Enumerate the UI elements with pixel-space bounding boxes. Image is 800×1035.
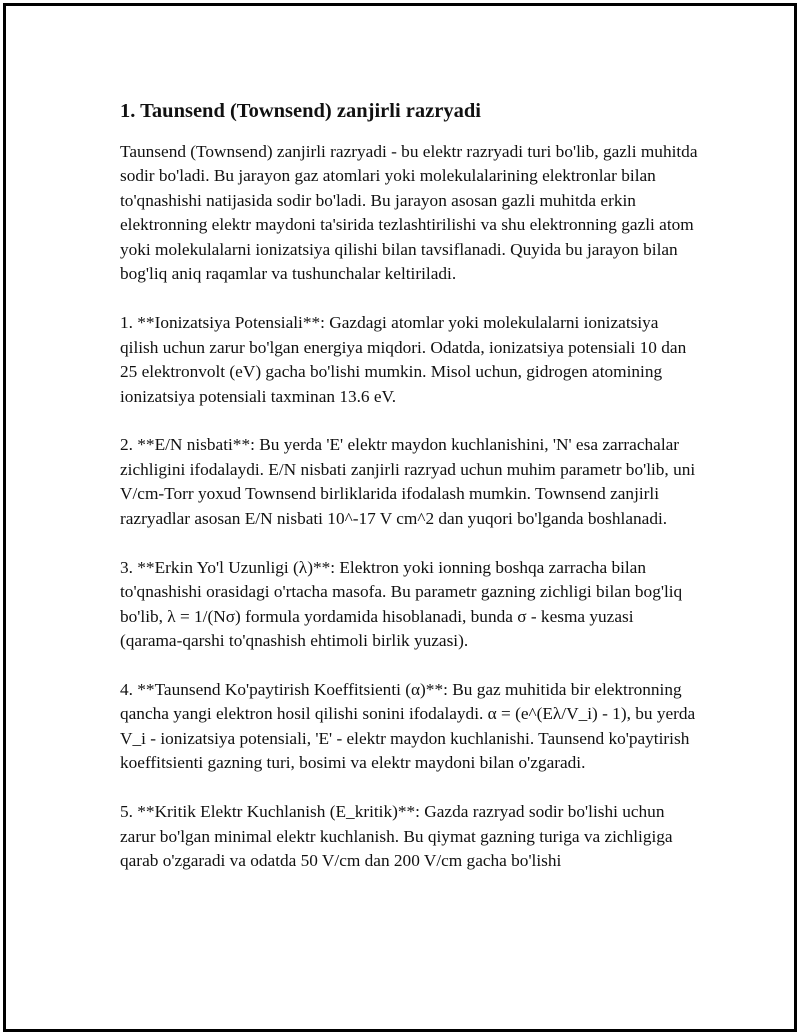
item-critical-field: 5. **Kritik Elektr Kuchlanish (E_kritik)**: Gazda razryad sodir bo'lishi uchun zarur bo'lgan minimal elektr kuchlanish. Bu qiymat gazning turiga va zichligiga qarab o'zgaradi va odatda 50 V/cm dan 200 V/cm gacha bo'lishi bbox=[120, 802, 673, 871]
item-ionization-potential: 1. **Ionizatsiya Potensiali**: Gazdagi atomlar yoki molekulalarni ionizatsiya qilish uchun zarur bo'lgan energiya miqdori. Odatda, ionizatsiya potensiali 10 dan 25 elektronvolt (eV) gacha bo'lishi mumkin. Misol uchun, gidrogen atomining ionizatsiya potensiali taxminan 13.6 eV. bbox=[120, 313, 687, 406]
item-townsend-coefficient: 4. **Taunsend Ko'paytirish Koeffitsienti (α)**: Bu gaz muhitida bir elektronning qancha yangi elektron hosil qilishi sonini ifodalaydi. α = (e^(Eλ/V_i) - 1), bu yerda V_i - ionizatsiya potensiali, 'E' - elektr maydon kuchlanishi. Taunsend ko'paytirish koeffitsienti gazning turi, bosimi va elektr maydoni bilan o'zgaradi. bbox=[120, 679, 696, 773]
item-en-ratio: 2. **E/N nisbati**: Bu yerda 'E' elektr maydon kuchlanishini, 'N' esa zarrachalar zichligini ifodalaydi. E/N nisbati zanjirli razryad uchun muhim parametr bo'lib, uni V/cm-Torr yoxud Townsend birliklarida ifodalash mumkin. Townsend zanjirli razryadlar asosan E/N nisbati 10^-17 V cm^2 dan yuqori bo'lganda boshlanadi. bbox=[120, 435, 696, 528]
document-body bbox=[120, 94, 700, 898]
intro-paragraph: Taunsend (Townsend) zanjirli razryadi - bu elektr razryadi turi bo'lib, gazli muhitda sodir bo'ladi. Bu jarayon gaz atomlari yoki molekulalarining elektronlar bilan to'qnashishi natijasida sodir bo'ladi. Bu jarayon asosan gazli muhitda erkin elektronning elektr maydoni ta'sirida tezlashtirilishi va shu elektronning gazli atom yoki molekulalarni ionizatsiya qilishi bilan tavsiflanadi. Quyida bu jarayon bilan bog'liq aniq raqamlar va tushunchalar keltiriladi. bbox=[120, 142, 698, 284]
item-mean-free-path: 3. **Erkin Yo'l Uzunligi (λ)**: Elektron yoki ionning boshqa zarracha bilan to'qnashishi orasidagi o'rtacha masofa. Bu parametr gazning zichligi bilan bog'liq bo'lib, λ = 1/(Nσ) formula yordamida hisoblanadi, bunda σ - kesma yuzasi (qarama-qarshi to'qnashish ehtimoli birlik yuzasi). bbox=[120, 557, 683, 651]
page-frame bbox=[3, 3, 797, 1032]
document-title: 1. Taunsend (Townsend) zanjirli razryadi bbox=[120, 100, 481, 122]
